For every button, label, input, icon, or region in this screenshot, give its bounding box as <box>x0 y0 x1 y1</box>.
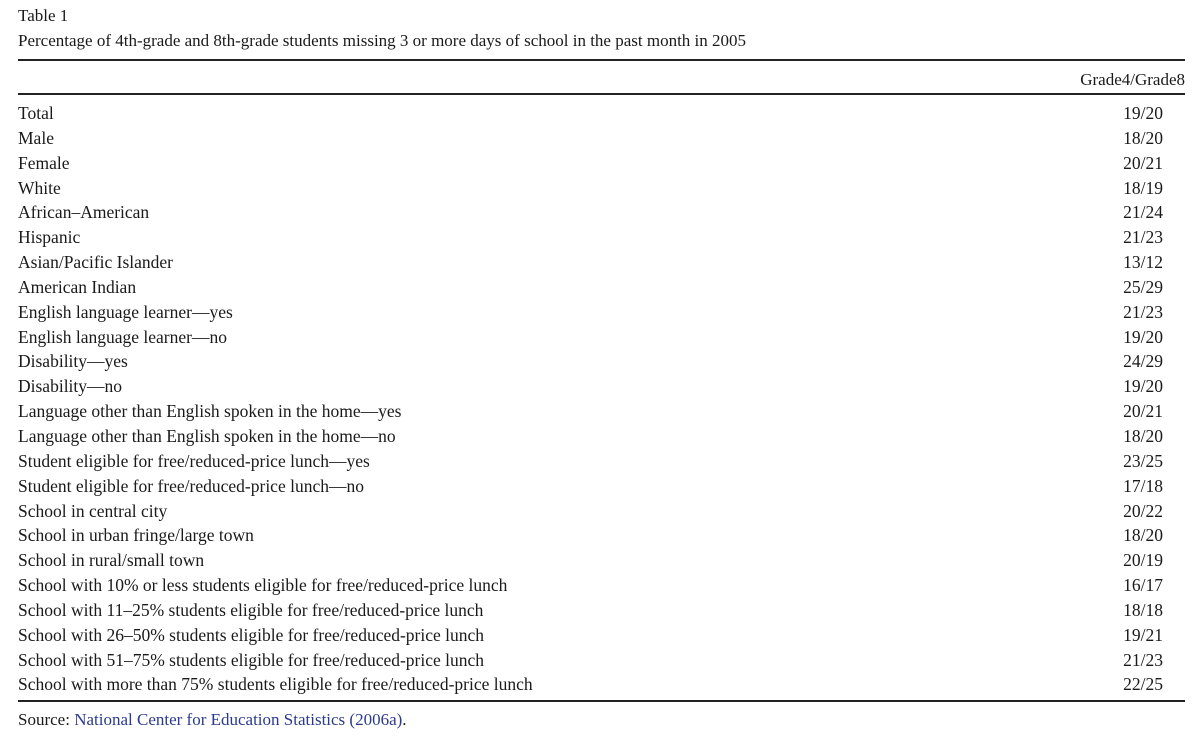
table-caption: Percentage of 4th-grade and 8th-grade students missing 3 or more days of school in the past month in 2005 <box>18 31 747 50</box>
source-prefix: Source: <box>18 710 75 730</box>
row-value: 20/21 <box>1123 401 1163 422</box>
row-value: 22/25 <box>1123 674 1163 695</box>
table-label: Table 1 <box>18 6 69 25</box>
table-row <box>18 126 1185 151</box>
table-row <box>18 598 1185 623</box>
row-value: 18/18 <box>1123 599 1163 620</box>
table-row <box>18 101 1185 126</box>
row-value: 20/21 <box>1123 152 1163 173</box>
table-row <box>18 672 1185 697</box>
row-label: School with 10% or less students eligible for free/reduced-price lunch <box>18 575 508 596</box>
row-value: 18/20 <box>1123 425 1163 446</box>
table-row <box>18 176 1185 201</box>
table-row <box>18 449 1185 474</box>
row-value: 21/23 <box>1123 649 1163 670</box>
row-value: 18/19 <box>1123 177 1163 198</box>
row-label: Student eligible for free/reduced-price lunch—no <box>18 475 364 496</box>
row-label: School with 11–25% students eligible for free/reduced-price lunch <box>18 599 484 620</box>
row-value: 25/29 <box>1123 276 1163 297</box>
row-value: 20/19 <box>1123 550 1163 571</box>
row-label: Female <box>18 152 70 173</box>
source-note <box>18 708 1185 732</box>
table-row <box>18 325 1185 350</box>
table-row <box>18 349 1185 374</box>
column-header-grade4-grade8: Grade4/Grade8 <box>1080 70 1185 89</box>
row-label: Disability—yes <box>18 351 128 372</box>
row-value: 16/17 <box>1123 575 1163 596</box>
table-row <box>18 399 1185 424</box>
row-label: School with 26–50% students eligible for free/reduced-price lunch <box>18 624 485 645</box>
table-container <box>18 4 1185 732</box>
table-row <box>18 499 1185 524</box>
row-value: 13/12 <box>1123 252 1163 273</box>
source-suffix: . <box>402 710 407 730</box>
table-row <box>18 200 1185 225</box>
row-label: Asian/Pacific Islander <box>18 252 174 273</box>
row-label: School with 51–75% students eligible for free/reduced-price lunch <box>18 649 485 670</box>
row-value: 20/22 <box>1123 500 1163 521</box>
row-label: English language learner—yes <box>18 301 233 322</box>
table-row <box>18 474 1185 499</box>
row-value: 19/20 <box>1123 376 1163 397</box>
row-label: School in urban fringe/large town <box>18 525 254 546</box>
row-label: School in central city <box>18 500 168 521</box>
row-value: 21/24 <box>1123 202 1163 223</box>
bottom-rule <box>18 700 1185 702</box>
row-label: Male <box>18 127 54 148</box>
row-value: 19/21 <box>1123 624 1163 645</box>
table-row <box>18 548 1185 573</box>
row-value: 23/25 <box>1123 450 1163 471</box>
row-value: 19/20 <box>1123 326 1163 347</box>
source-citation-link[interactable]: National Center for Education Statistics (2006a) <box>74 710 403 730</box>
table-row <box>18 250 1185 275</box>
row-label: American Indian <box>18 276 137 297</box>
row-label: Language other than English spoken in the home—yes <box>18 401 402 422</box>
row-value: 19/20 <box>1123 103 1163 123</box>
table-row <box>18 573 1185 598</box>
row-label: English language learner—no <box>18 326 227 347</box>
row-label: Student eligible for free/reduced-price lunch—yes <box>18 450 370 471</box>
table-header-row <box>18 61 1185 93</box>
row-value: 18/20 <box>1123 525 1163 546</box>
row-value: 17/18 <box>1123 475 1163 496</box>
table-row <box>18 523 1185 548</box>
row-label: School in rural/small town <box>18 550 205 571</box>
table-row <box>18 225 1185 250</box>
row-label: Disability—no <box>18 376 123 397</box>
row-label: Total <box>18 103 54 123</box>
row-value: 21/23 <box>1123 227 1163 248</box>
row-value: 18/20 <box>1123 127 1163 148</box>
table-body <box>18 101 1185 697</box>
row-label: White <box>18 177 61 198</box>
header-rule <box>18 93 1185 95</box>
row-label: Hispanic <box>18 227 81 248</box>
table-row <box>18 275 1185 300</box>
row-value: 24/29 <box>1123 351 1163 372</box>
table-row <box>18 623 1185 648</box>
row-label: School with more than 75% students eligible for free/reduced-price lunch <box>18 674 533 695</box>
table-row <box>18 151 1185 176</box>
row-value: 21/23 <box>1123 301 1163 322</box>
row-label: Language other than English spoken in the home—no <box>18 425 396 446</box>
table-row <box>18 648 1185 673</box>
table-row <box>18 424 1185 449</box>
table-row <box>18 374 1185 399</box>
row-label: African–American <box>18 202 150 223</box>
table-row <box>18 300 1185 325</box>
